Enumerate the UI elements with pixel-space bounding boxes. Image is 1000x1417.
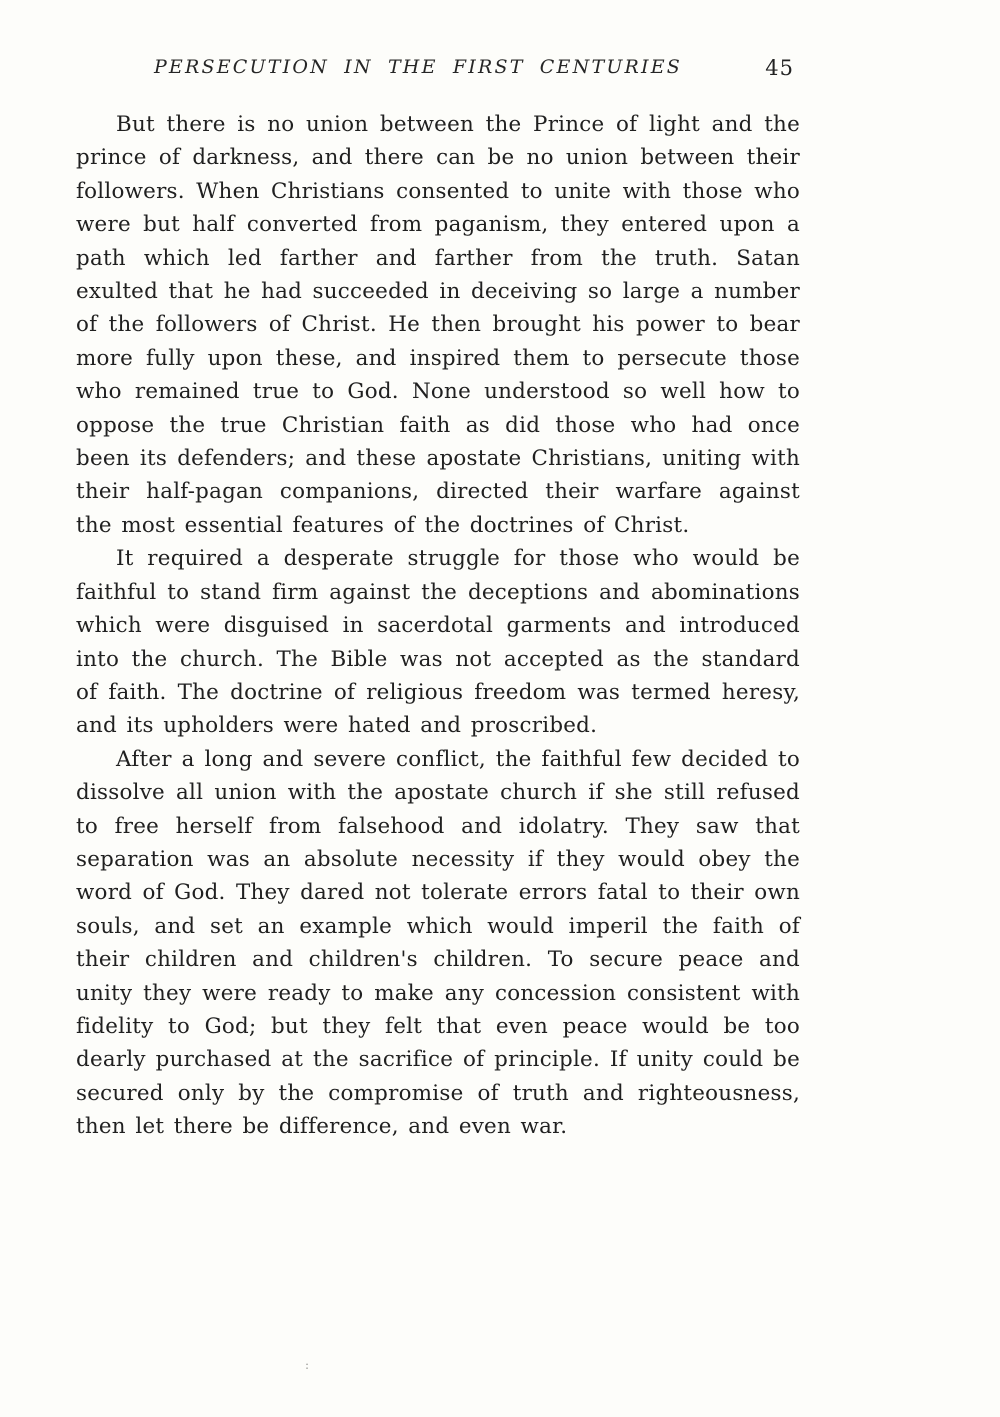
paragraph-2: It required a desperate struggle for those who would be faithful to stand firm against the deceptions and abominations which were disguised in sacerdotal garments and introduced into the church. The Bible was not accepted as the standard of faith. The doctrine of religious freedom was termed heresy, and its upholders were hated and proscribed. (76, 546, 800, 739)
body-text (76, 108, 800, 1144)
scan-artifact-mark: : (305, 1358, 310, 1372)
paragraph-3: After a long and severe conflict, the faithful few decided to dissolve all union with the apostate church if she still refused to free herself from falsehood and idolatry. They saw that separation was an absolute necessity if they would obey the word of God. They dared not tolerate errors fatal to their own souls, and set an example which would imperil the faith of their children and children's children. To secure peace and unity they were ready to make any concession consistent with fidelity to God; but they felt that even peace would be too dearly purchased at the sacrifice of principle. If unity could be secured only by the compromise of truth and righteousness, then let there be difference, and even war. (76, 746, 800, 1140)
text-column (76, 56, 800, 1144)
running-header (76, 56, 800, 90)
page-number: 45 (765, 56, 794, 80)
running-head-title: PERSECUTION IN THE FIRST CENTURIES (153, 56, 683, 78)
paragraph-1: But there is no union between the Prince of light and the prince of darkness, and there can be no union between their followers. When Christians consented to unite with those who were but half converted from paganism, they entered upon a path which led farther and farther from the truth. Satan exulted that he had succeeded in deceiving so large a number of the followers of Christ. He then brought his power to bear more fully upon these, and inspired them to persecute those who remained true to God. None understood so well how to oppose the true Christian faith as did those who had once been its defenders; and these apostate Christians, uniting with their half-pagan companions, directed their warfare against the most essential features of the doctrines of Christ. (76, 112, 800, 538)
